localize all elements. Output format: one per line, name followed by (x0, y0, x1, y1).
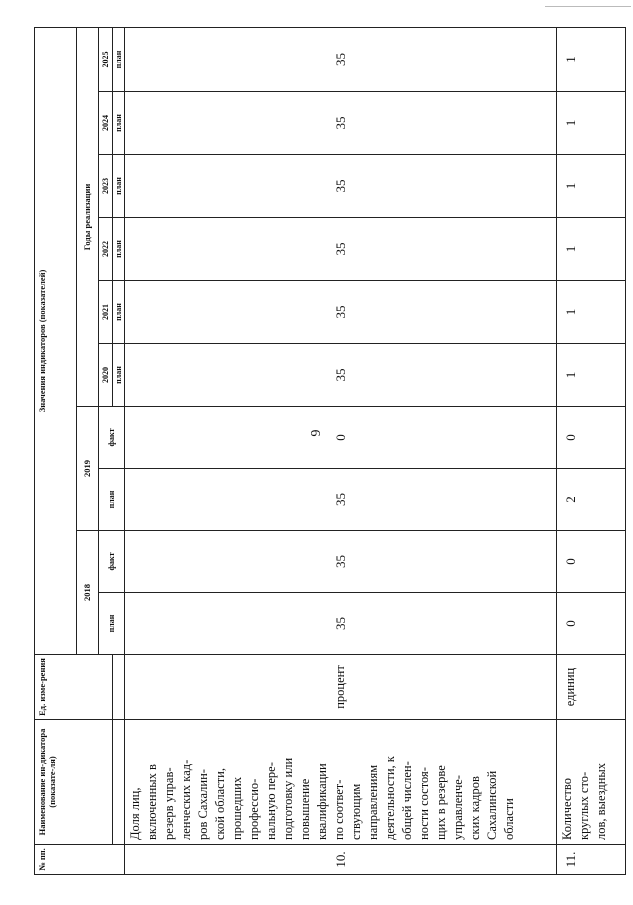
header-year-2024: 2024 (99, 92, 113, 155)
header-year-2021: 2021 (99, 281, 113, 344)
header-unit: Ед. изме-рения (35, 655, 113, 720)
value-2018-fact: 35 (125, 531, 557, 593)
unit-cell: единиц (557, 655, 626, 720)
header-year-2019: 2019 (77, 407, 99, 531)
header-year-2018: 2018 (77, 531, 99, 655)
header-indicator-values: Значения индикаторов (показателей) (35, 27, 77, 654)
header-2022-plan: план (113, 218, 125, 281)
value-2023-plan: 35 (125, 155, 557, 218)
value-2020-plan: 35 (125, 344, 557, 407)
header-2023-plan: план (113, 155, 125, 218)
row-number: 11. (557, 845, 626, 875)
value-2018-fact: 0 (557, 531, 626, 593)
value-2018-plan: 0 (557, 593, 626, 655)
header-unit-blank (113, 655, 125, 720)
value-2024-plan: 35 (125, 92, 557, 155)
value-2021-plan: 35 (125, 281, 557, 344)
value-2019-fact: 0 (125, 407, 557, 469)
header-indicator-name: Наименование ин-дикатора (показате-ля) (35, 720, 113, 845)
top-edge-line (545, 6, 631, 7)
header-2018-plan: план (99, 593, 125, 655)
header-year-2020: 2020 (99, 344, 113, 407)
header-years-implementation: Годы реализации (77, 27, 99, 406)
value-2018-plan: 35 (125, 593, 557, 655)
header-number: № пп. (35, 845, 125, 875)
value-2019-plan: 35 (125, 469, 557, 531)
header-year-2022: 2022 (99, 218, 113, 281)
header-2025-plan: план (113, 27, 125, 91)
indicator-name: Доля лиц, включенных в резерв управ- ленческих кад- ров Сахалин- ской области, прошедших профессио- нальную пере- подготовку или повышение квалификации по соответ- ствующим направлениям деятельности, к общей числен- ности состоя- щих в резерве управленче- ских кадров Сахалинской области (125, 720, 557, 845)
value-2025-plan: 35 (125, 27, 557, 91)
row-number: 10. (125, 845, 557, 875)
table-row (125, 27, 557, 874)
header-name-blank (113, 720, 125, 845)
value-2022-plan: 35 (125, 218, 557, 281)
value-2020-plan: 1 (557, 344, 626, 407)
value-2021-plan: 1 (557, 281, 626, 344)
value-2023-plan: 1 (557, 155, 626, 218)
header-2019-plan: план (99, 469, 125, 531)
header-year-2025: 2025 (99, 27, 113, 91)
header-2021-plan: план (113, 281, 125, 344)
table-row (557, 27, 626, 874)
value-2019-fact: 0 (557, 407, 626, 469)
header-2018-fact: факт (99, 531, 125, 593)
indicators-table (34, 27, 626, 875)
value-2019-plan: 2 (557, 469, 626, 531)
page-number: 6 (307, 429, 322, 437)
header-2020-plan: план (113, 344, 125, 407)
header-2019-fact: факт (99, 407, 125, 469)
header-2024-plan: план (113, 92, 125, 155)
value-2022-plan: 1 (557, 218, 626, 281)
indicator-name: Количество круглых сто- лов, выездных (557, 720, 626, 845)
rotated-page (34, 27, 625, 875)
header-year-2023: 2023 (99, 155, 113, 218)
value-2024-plan: 1 (557, 92, 626, 155)
value-2025-plan: 1 (557, 27, 626, 91)
unit-cell: процент (125, 655, 557, 720)
